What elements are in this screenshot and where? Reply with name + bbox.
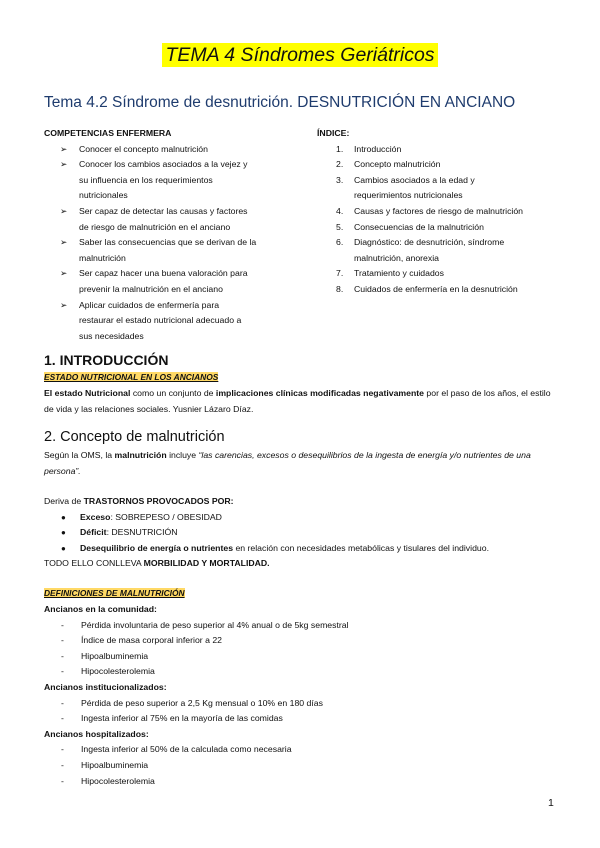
definicion-group-title: Ancianos hospitalizados: bbox=[44, 728, 149, 739]
indice-column bbox=[317, 126, 567, 298]
arrow-bullet-icon: ➢ bbox=[60, 268, 68, 279]
section-concepto-heading: 2. Concepto de malnutrición bbox=[44, 429, 225, 445]
definicion-text: Hipoalbuminemia bbox=[81, 650, 149, 661]
cause-term: Desequilibrio de energía o nutrientes bbox=[80, 542, 234, 553]
competencia-item bbox=[44, 157, 299, 204]
competencia-item bbox=[44, 266, 299, 297]
definicion-text: Índice de masa corporal inferior a 22 bbox=[81, 635, 223, 646]
indice-number: 1. bbox=[336, 143, 344, 154]
estado-nutricional-label: ESTADO NUTRICIONAL EN LOS ANCIANOS bbox=[44, 372, 219, 382]
competencia-line: nutricionales bbox=[79, 190, 128, 201]
definicion-group-heading bbox=[44, 727, 559, 743]
estado-nutricional-label-row bbox=[44, 370, 559, 386]
competencia-item bbox=[44, 298, 299, 345]
dash-bullet-icon: - bbox=[61, 744, 64, 755]
indice-line: requerimientos nutricionales bbox=[354, 190, 463, 201]
cause-description: en relación con necesidades metabólicas y tisulares del individuo. bbox=[233, 542, 489, 553]
dash-bullet-icon: - bbox=[61, 759, 64, 770]
definicion-item bbox=[44, 711, 559, 727]
cause-item bbox=[44, 510, 559, 526]
indice-item bbox=[317, 142, 567, 158]
definicion-item bbox=[44, 696, 559, 712]
indice-number: 8. bbox=[336, 283, 344, 294]
definicion-group-heading bbox=[44, 680, 559, 696]
definicion-item bbox=[44, 774, 559, 790]
dash-bullet-icon: - bbox=[61, 619, 64, 630]
arrow-bullet-icon: ➢ bbox=[60, 159, 68, 170]
indice-line: Diagnóstico: de desnutrición, síndrome bbox=[354, 237, 505, 248]
definicion-item bbox=[44, 664, 559, 680]
definicion-item bbox=[44, 649, 559, 665]
page-number: 1 bbox=[548, 797, 554, 809]
competencias-list bbox=[44, 142, 299, 345]
indice-number: 7. bbox=[336, 268, 344, 279]
indice-number: 4. bbox=[336, 205, 344, 216]
indice-line: Causas y factores de riesgo de malnutrición bbox=[354, 205, 524, 216]
definicion-item bbox=[44, 633, 559, 649]
round-bullet-icon: ● bbox=[61, 543, 66, 553]
arrow-bullet-icon: ➢ bbox=[60, 143, 68, 154]
cause-item bbox=[44, 525, 559, 541]
definicion-text: Pérdida de peso superior a 2,5 Kg mensual o 10% en 180 días bbox=[81, 697, 323, 708]
competencia-line: Conocer el concepto malnutrición bbox=[79, 143, 208, 154]
indice-line: Introducción bbox=[354, 143, 402, 154]
oms-definition-paragraph: Según la OMS, la malnutrición incluye “las carencias, excesos o desequilibrios de la ingesta de energía y/o nutrientes de una persona”. bbox=[44, 450, 531, 476]
competencia-line: Ser capaz de detectar las causas y factores bbox=[79, 205, 248, 216]
indice-item bbox=[317, 173, 567, 204]
competencia-line: de riesgo de malnutrición en el anciano bbox=[79, 221, 231, 232]
cause-term: Déficit bbox=[80, 527, 107, 538]
competencia-line: Conocer los cambios asociados a la vejez y bbox=[79, 159, 248, 170]
indice-line: malnutrición, anorexia bbox=[354, 252, 439, 263]
indice-line: Concepto malnutrición bbox=[354, 159, 441, 170]
arrow-bullet-icon: ➢ bbox=[60, 299, 68, 310]
indice-list bbox=[317, 142, 567, 298]
indice-heading: ÍNDICE: bbox=[317, 128, 350, 138]
indice-number: 3. bbox=[336, 174, 344, 185]
document-title: TEMA 4 Síndromes Geriátricos bbox=[0, 44, 600, 67]
definicion-item bbox=[44, 742, 559, 758]
competencias-heading: COMPETENCIAS ENFERMERA bbox=[44, 128, 172, 138]
round-bullet-icon: ● bbox=[61, 512, 66, 522]
definiciones-label-row bbox=[44, 586, 559, 602]
competencia-line: Saber las consecuencias que se derivan de la bbox=[79, 237, 257, 248]
indice-item bbox=[317, 220, 567, 236]
indice-line: Cambios asociados a la edad y bbox=[354, 174, 475, 185]
definicion-group-title: Ancianos institucionalizados: bbox=[44, 681, 167, 692]
deriva-line: Deriva de TRASTORNOS PROVOCADOS POR: bbox=[44, 496, 234, 506]
indice-line: Consecuencias de la malnutrición bbox=[354, 221, 484, 232]
cause-description: : DESNUTRICIÓN bbox=[106, 527, 178, 538]
competencia-item bbox=[44, 235, 299, 266]
section-subtitle: Tema 4.2 Síndrome de desnutrición. DESNUTRICIÓN EN ANCIANO bbox=[44, 94, 516, 111]
definicion-group-heading bbox=[44, 602, 559, 618]
arrow-bullet-icon: ➢ bbox=[60, 237, 68, 248]
definicion-text: Hipocolesterolemia bbox=[81, 666, 155, 677]
trastornos-block bbox=[44, 494, 559, 572]
competencia-line: prevenir la malnutrición en el anciano bbox=[79, 283, 223, 294]
dash-bullet-icon: - bbox=[61, 650, 64, 661]
definiciones-label: DEFINICIONES DE MALNUTRICIÓN bbox=[44, 588, 185, 598]
cause-description: : SOBREPESO / OBESIDAD bbox=[110, 511, 222, 522]
definicion-text: Pérdida involuntaria de peso superior al 4% anual o de 5kg semestral bbox=[81, 619, 349, 630]
competencia-line: su influencia en los requerimientos bbox=[79, 174, 213, 185]
arrow-bullet-icon: ➢ bbox=[60, 205, 68, 216]
competencias-column bbox=[44, 126, 299, 344]
definicion-text: Ingesta inferior al 75% en la mayoría de las comidas bbox=[81, 713, 283, 724]
indice-number: 6. bbox=[336, 237, 344, 248]
definicion-text: Hipoalbuminemia bbox=[81, 759, 149, 770]
competencia-line: restaurar el estado nutricional adecuado a bbox=[79, 315, 242, 326]
dash-bullet-icon: - bbox=[61, 666, 64, 677]
definiciones-groups bbox=[44, 602, 559, 789]
definicion-item bbox=[44, 618, 559, 634]
indice-item bbox=[317, 235, 567, 266]
cause-term: Exceso bbox=[80, 511, 111, 522]
causes-list bbox=[44, 510, 559, 557]
indice-number: 5. bbox=[336, 221, 344, 232]
conlleva-line: TODO ELLO CONLLEVA MORBILIDAD Y MORTALIDAD. bbox=[44, 558, 270, 569]
competencia-line: Aplicar cuidados de enfermería para bbox=[79, 299, 220, 310]
indice-number: 2. bbox=[336, 159, 344, 170]
dash-bullet-icon: - bbox=[61, 697, 64, 708]
dash-bullet-icon: - bbox=[61, 635, 64, 646]
definicion-item bbox=[44, 758, 559, 774]
definicion-group-title: Ancianos en la comunidad: bbox=[44, 604, 157, 614]
competencia-line: malnutrición bbox=[79, 252, 126, 263]
indice-line: Cuidados de enfermería en la desnutrición bbox=[354, 283, 518, 294]
section-introduccion-heading: 1. INTRODUCCIÓN bbox=[44, 352, 169, 368]
dash-bullet-icon: - bbox=[61, 775, 64, 786]
indice-item bbox=[317, 157, 567, 173]
competencia-item bbox=[44, 204, 299, 235]
indice-item bbox=[317, 282, 567, 298]
dash-bullet-icon: - bbox=[61, 713, 64, 724]
indice-item bbox=[317, 204, 567, 220]
competencia-line: sus necesidades bbox=[79, 330, 144, 341]
competencia-item bbox=[44, 142, 299, 158]
indice-line: Tratamiento y cuidados bbox=[354, 268, 444, 279]
definicion-text: Hipocolesterolemia bbox=[81, 775, 155, 786]
round-bullet-icon: ● bbox=[61, 528, 66, 538]
introduccion-paragraph: El estado Nutricional como un conjunto de implicaciones clínicas modificadas negativamente por el paso de los años, el estilo de vida y las relaciones sociales. Yusnier Lázaro Díaz. bbox=[44, 388, 551, 414]
competencia-line: Ser capaz hacer una buena valoración para bbox=[79, 268, 248, 279]
indice-item bbox=[317, 266, 567, 282]
cause-item bbox=[44, 541, 559, 557]
definicion-text: Ingesta inferior al 50% de la calculada como necesaria bbox=[81, 744, 292, 755]
